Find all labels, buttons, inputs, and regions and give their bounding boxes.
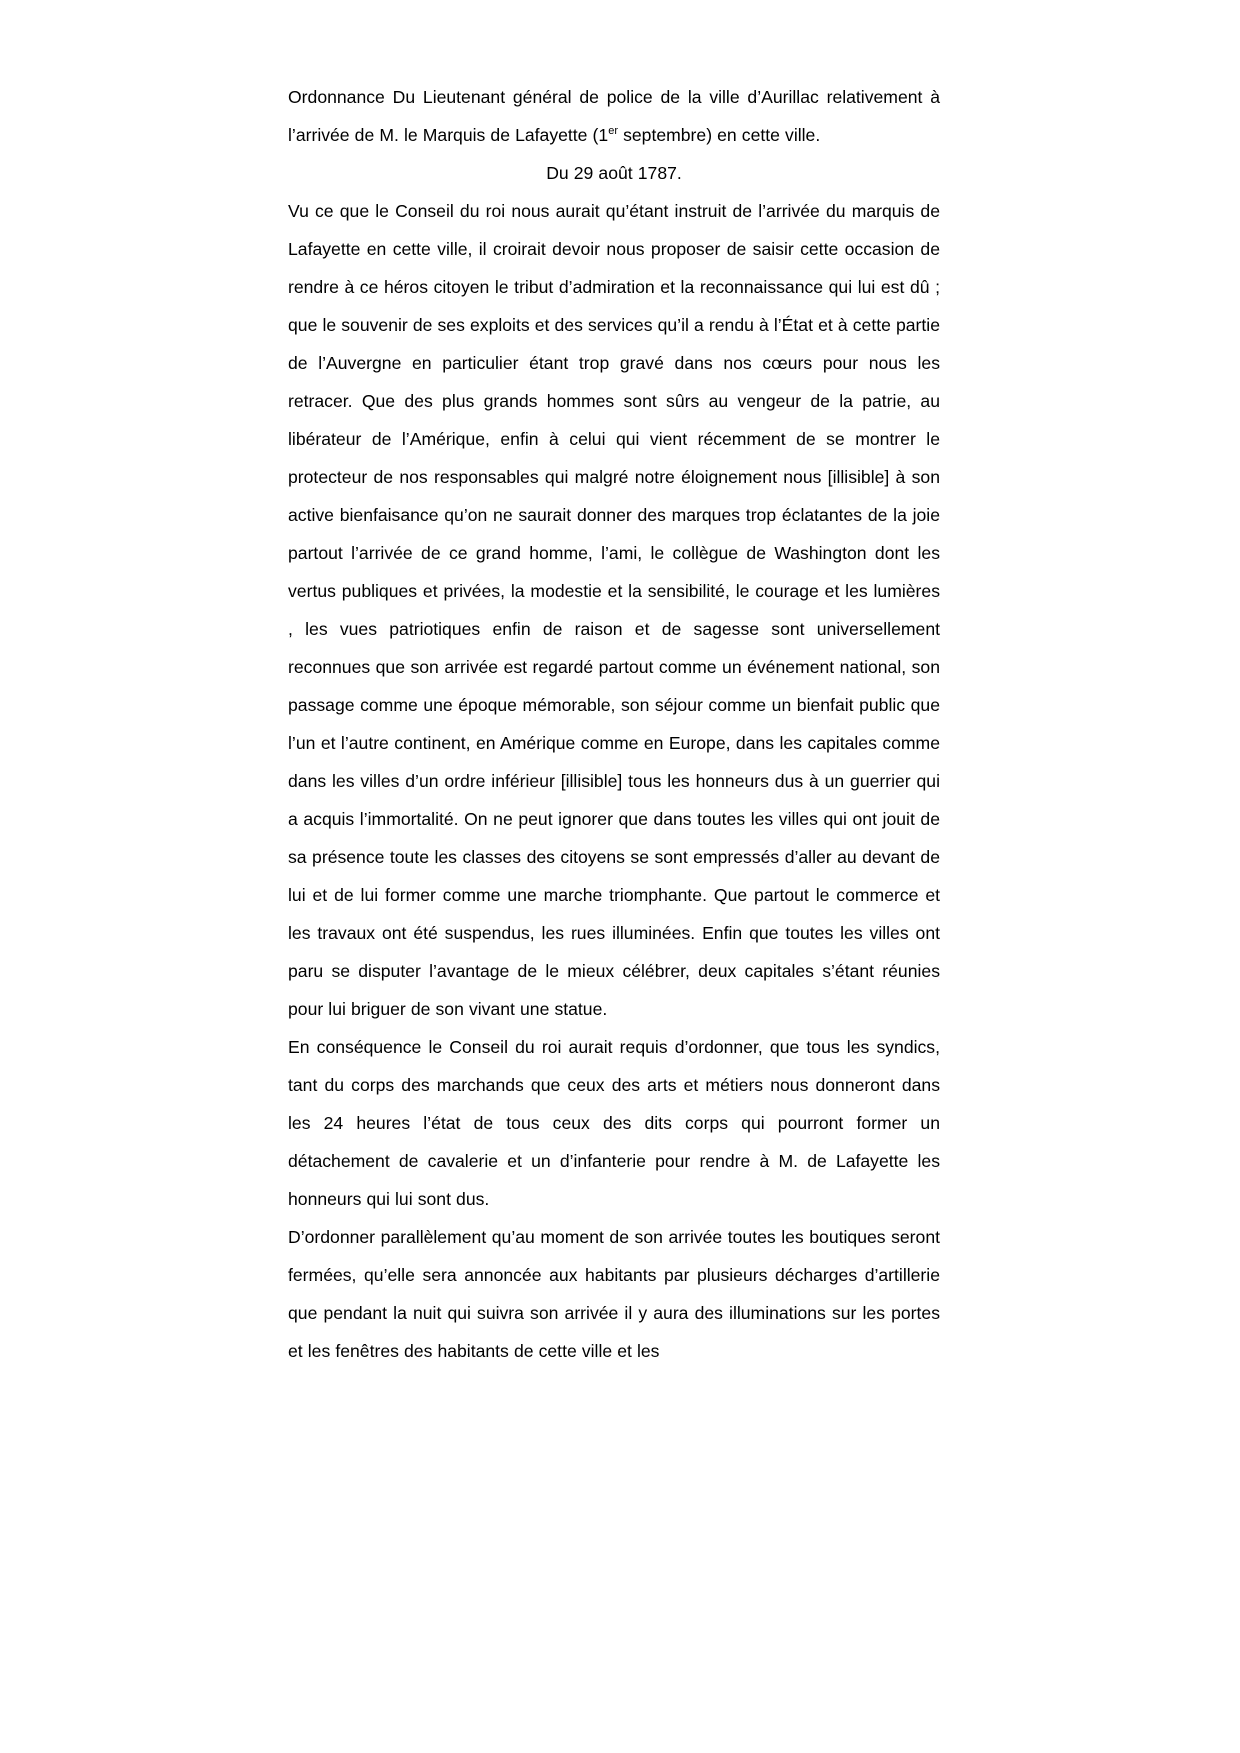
document-body xyxy=(288,78,940,1370)
document-title-paragraph xyxy=(288,78,940,154)
document-paragraph-3: D’ordonner parallèlement qu’au moment de son arrivée toutes les boutiques seront fermées, qu’elle sera annoncée aux habitants par plusieurs décharges d’artillerie que pendant la nuit qui suivra son arrivée il y aura des illuminations sur les portes et les fenêtres des habitants de cette ville et les xyxy=(288,1227,940,1361)
ordinal-suffix: er xyxy=(608,125,618,138)
document-title-text: Ordonnance Du Lieutenant général de police de la ville d’Aurillac relativement à l’arrivée de M. le Marquis de Lafayette (1 xyxy=(288,87,940,145)
document-paragraph-2: En conséquence le Conseil du roi aurait requis d’ordonner, que tous les syndics, tant du corps des marchands que ceux des arts et métiers nous donneront dans les 24 heures l’état de tous ceux des dits corps qui pourront former un détachement de cavalerie et un d’infanterie pour rendre à M. de Lafayette les honneurs qui lui sont dus. xyxy=(288,1037,940,1209)
document-title-text-end: septembre) en cette ville. xyxy=(617,125,821,145)
document-paragraph-1: Vu ce que le Conseil du roi nous aurait qu’étant instruit de l’arrivée du marquis de Lafayette en cette ville, il croirait devoir nous proposer de saisir cette occasion de rendre à ce héros citoyen le tribut d’admiration et la reconnaissance qui lui est dû ; que le souvenir de ses exploits et des services qu’il a rendu à l’État et à cette partie de l’Auvergne en particulier étant trop gravé dans nos cœurs pour nous les retracer. Que des plus grands hommes sont sûrs au vengeur de la patrie, au libérateur de l’Amérique, enfin à celui qui vient récemment de se montrer le protecteur de nos responsables qui malgré notre éloignement nous [illisible] à son active bienfaisance qu’on ne saurait donner des marques trop éclatantes de la joie partout l’arrivée de ce grand homme, l’ami, le collègue de Washington dont les vertus publiques et privées, la modestie et la sensibilité, le courage et les lumières , les vues patriotiques enfin de raison et de sagesse sont universellement reconnues que son arrivée est regardé partout comme un événement national, son passage comme une époque mémorable, son séjour comme un bienfait public que l’un et l’autre continent, en Amérique comme en Europe, dans les capitales comme dans les villes d’un ordre inférieur [illisible] tous les honneurs dus à un guerrier qui a acquis l’immortalité. On ne peut ignorer que dans toutes les villes qui ont jouit de sa présence toute les classes des citoyens se sont empressés d’aller au devant de lui et de lui former comme une marche triomphante. Que partout le commerce et les travaux ont été suspendus, les rues illuminées. Enfin que toutes les villes ont paru se disputer l’avantage de le mieux célébrer, deux capitales s’étant réunies pour lui briguer de son vivant une statue. xyxy=(288,201,940,1019)
document-date-line: Du 29 août 1787. xyxy=(546,163,682,183)
